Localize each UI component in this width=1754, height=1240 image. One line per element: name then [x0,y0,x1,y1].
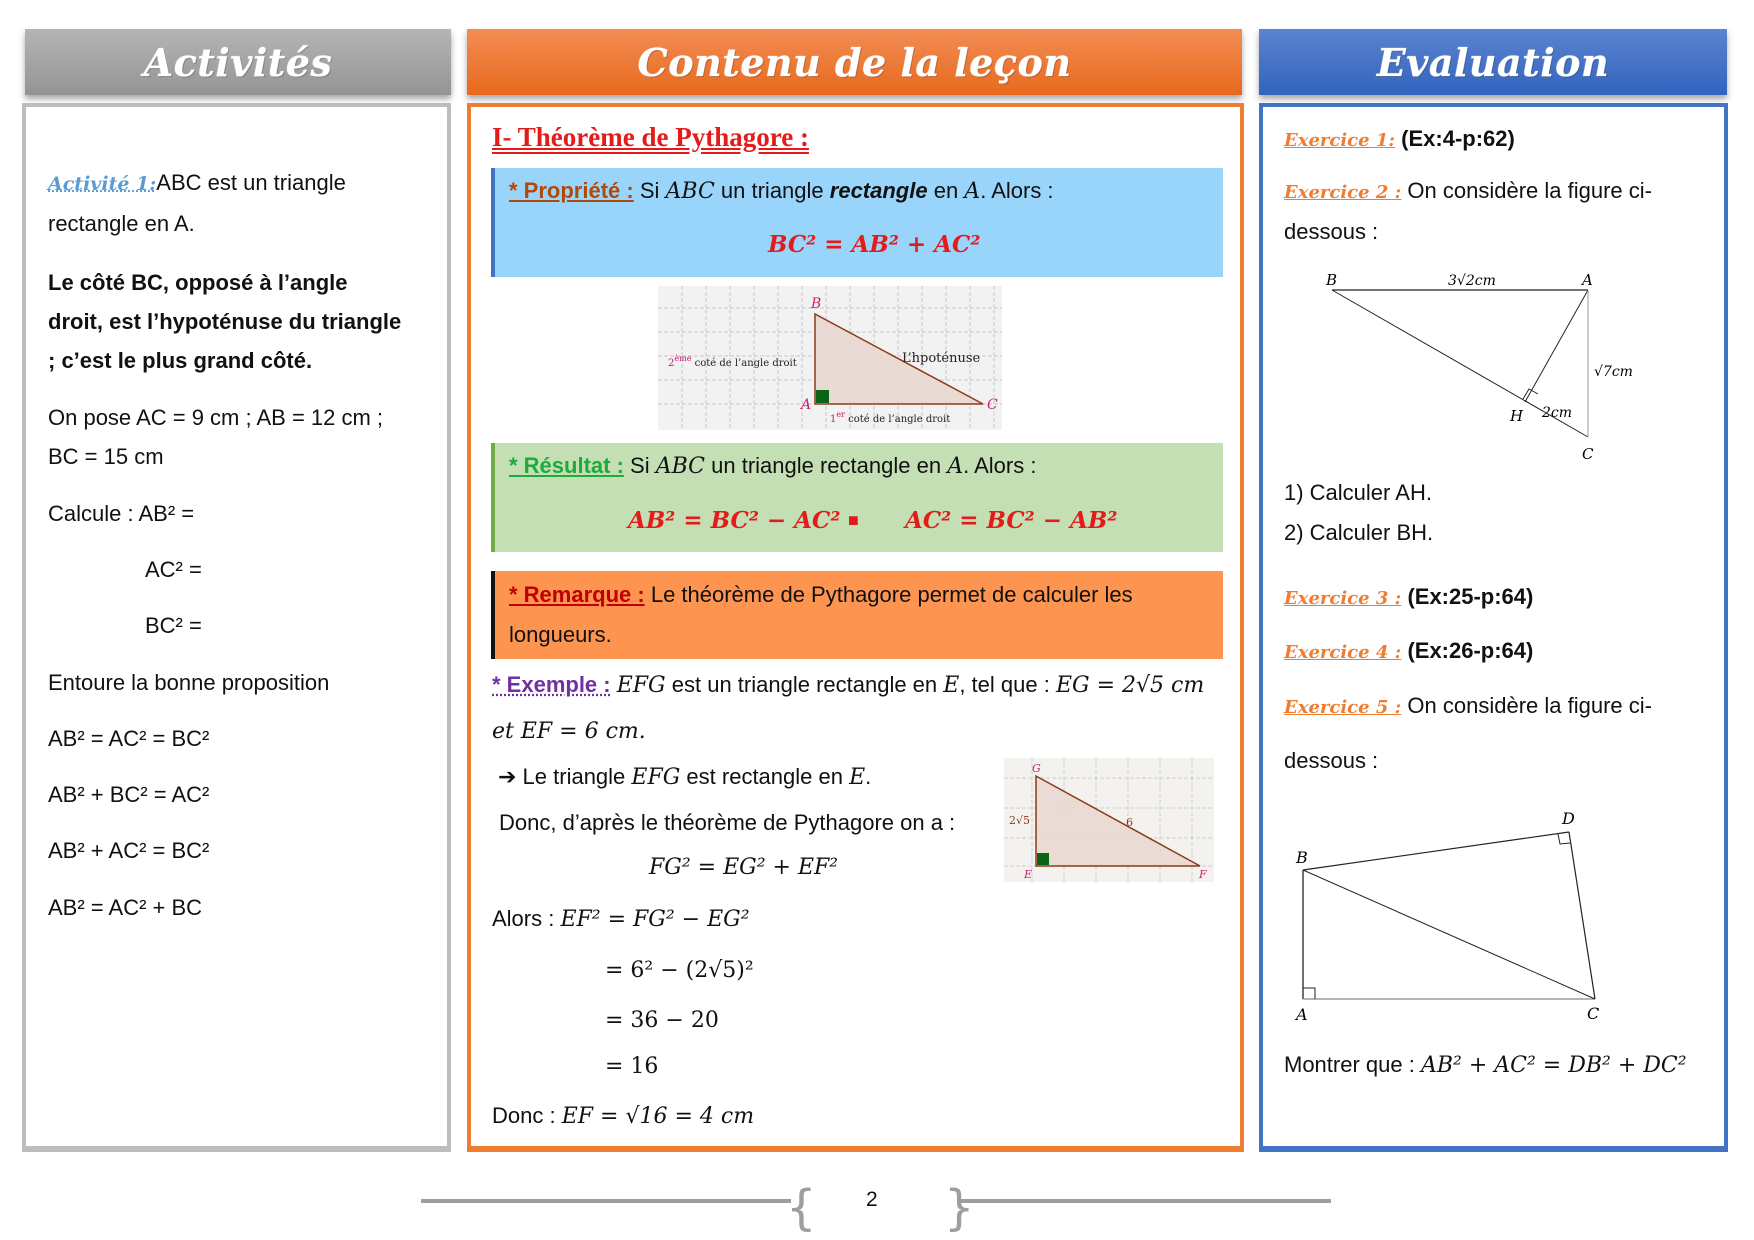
remarque-label: * Remarque : [509,582,645,607]
propriete-label: * Propriété : [509,178,634,203]
activite-calc-ab: Calcule : AB² = [48,501,195,526]
fig1-side2: coté de l’angle droit [691,358,797,369]
activite-1-intro-2: rectangle en A. [48,211,195,236]
fig2-label-e: E [1024,868,1033,881]
exemple-text: . [865,764,872,789]
ex2-label-a: A [1582,271,1593,289]
fig1-side1-sup: er [836,410,845,419]
exemple-donc-formula: EF = √16 = 4 cm [561,1104,755,1129]
activites-panel [22,103,451,1152]
ex5-label-a: A [1296,1005,1308,1024]
propriete-a: A [964,179,981,204]
exemple-donc-label: Donc : [492,1103,562,1128]
fig2-label-f: F [1199,868,1207,881]
exercice-2-label: Exercice 2 : [1284,182,1402,203]
resultat-a: A [947,454,964,479]
exemple-text: , tel que : [959,672,1056,697]
activite-entoure: Entoure la bonne proposition [48,670,330,695]
resultat-label: * Résultat : [509,453,624,478]
activites-header-title: Activités [143,39,333,85]
exercice-2-line [1284,178,1652,204]
exemple-step-2: = 36 − 20 [605,1008,719,1033]
fig2-side-eg: 2√5 [1009,814,1031,827]
montrer-line [1284,1052,1687,1078]
ex2-label-h: H [1510,407,1524,425]
exercice-5-line [1284,693,1652,719]
contenu-header [467,29,1242,95]
activite-option[interactable]: AB² + AC² = BC² [48,838,210,863]
ex5-label-d: D [1562,809,1575,828]
exemple-line-3 [498,764,871,790]
propriete-line [509,178,1054,204]
fig1-side2-num: 2 [668,358,675,369]
propriete-text: un triangle [714,178,830,203]
fig2-side-fg: 6 [1126,816,1133,829]
efg-figure [1004,758,1214,882]
exercice-3-line [1284,584,1533,610]
propriete-text: Si [633,178,666,203]
exercice-1-ref: (Ex:4-p:62) [1401,126,1515,151]
section-title: I- Théorème de Pythagore : [492,122,809,152]
contenu-header-title: Contenu de la leçon [637,39,1072,85]
activite-calc-bc: BC² = [145,613,202,638]
remarque-line-1 [509,582,1133,608]
fig1-hypotenuse: L’hpoténuse [902,351,981,366]
activite-definition-3: ; c’est le plus grand côté. [48,348,313,373]
question-1: 1) Calculer AH. [1284,480,1432,505]
activite-option[interactable]: AB² = AC² = BC² [48,726,210,751]
evaluation-header [1259,29,1727,95]
montrer-formula: AB² + AC² = DB² + DC² [1420,1053,1687,1078]
fig1-label-a: A [801,397,812,413]
exemple-text: Le triangle [516,764,632,789]
exemple-donc-final [492,1103,754,1129]
exercice-4-ref: (Ex:26-p:64) [1407,638,1534,663]
activite-definition-1: Le côté BC, opposé à l’angle [48,270,348,295]
resultat-line [509,453,1036,479]
remarque-text: Le théorème de Pythagore permet de calculer les [644,582,1133,607]
activites-header [25,29,451,95]
exemple-fg-formula: FG² = EG² + EF² [649,855,839,880]
arrow-right-icon: ➔ [498,764,517,789]
ex5-label-c: C [1587,1004,1600,1023]
evaluation-header-title: Evaluation [1376,39,1610,85]
exemple-line-2: et EF = 6 cm. [492,719,646,744]
exemple-alors-formula: EF² = FG² − EG² [560,907,750,932]
exercice-5-text: On considère la figure ci- [1401,693,1652,718]
resultat-separator: ■ [848,510,859,530]
resultat-text: un triangle rectangle en [705,453,948,478]
fig1-side1-num: 1 [830,414,837,425]
footer-left-bracket: { [786,1180,817,1236]
exercice-1-line [1284,126,1515,152]
propriete-rectangle: rectangle [829,178,928,203]
resultat-abc: ABC [655,454,706,479]
exercice-5-figure [1280,800,1620,1025]
exercice-2-text-2: dessous : [1284,219,1379,244]
resultat-text: Si [623,453,656,478]
exemple-e: E [849,765,866,790]
activite-1-intro: ABC est un triangle [156,170,346,195]
resultat-formula-1: AB² = BC² − AC² [628,507,841,534]
ex2-label-b: B [1326,271,1338,289]
activite-1-label: Activité 1: [48,173,157,195]
activite-option[interactable]: AB² = AC² + BC [48,895,203,920]
exemple-e: E [943,673,960,698]
exercice-3-label: Exercice 3 : [1284,588,1402,609]
activite-pose-2: BC = 15 cm [48,444,164,469]
fig2-label-g: G [1032,762,1041,775]
fig1-label-c: C [987,397,998,413]
exercice-3-ref: (Ex:25-p:64) [1407,584,1534,609]
exemple-efg: EFG [631,765,681,790]
fig1-label-b: B [811,296,822,312]
propriete-abc: ABC [665,179,715,204]
propriete-text: . Alors : [980,178,1054,203]
fig1-side2-sup: ème [674,354,692,363]
exercice-5-text-2: dessous : [1284,748,1379,773]
activite-option[interactable]: AB² + BC² = AC² [48,782,210,807]
question-2: 2) Calculer BH. [1284,520,1434,545]
exercice-4-label: Exercice 4 : [1284,642,1402,663]
exemple-label: * Exemple : [492,672,611,697]
exercice-2-text: On considère la figure ci- [1401,178,1652,203]
exemple-text: est rectangle en [680,764,850,789]
ex2-side-ba: 3√2cm [1448,273,1496,289]
ex2-side-hc: 2cm [1542,405,1573,421]
exemple-donc: Donc, d’après le théorème de Pythagore on a : [499,810,956,835]
propriete-text: en [927,178,965,203]
activite-calc-ac: AC² = [145,557,202,582]
ex5-label-b: B [1296,848,1308,867]
exemple-step-3: = 16 [605,1054,659,1079]
exercice-2-figure [1310,265,1680,465]
exemple-alors-label: Alors : [492,906,561,931]
exemple-step-1: = 6² − (2√5)² [605,958,754,983]
remarque-line-2: longueurs. [509,622,612,647]
activite-pose-1: On pose AC = 9 cm ; AB = 12 cm ; [48,405,384,430]
ex2-side-ac: √7cm [1594,364,1633,380]
footer-right-bracket: } [944,1180,975,1236]
footer-line-right [960,1199,1331,1203]
resultat-text: . Alors : [963,453,1037,478]
exercice-1-label: Exercice 1: [1284,130,1396,151]
fig1-side1: coté de l’angle droit [844,414,951,425]
pythagore-figure [658,286,1002,430]
exemple-efg: EFG [616,673,666,698]
exercice-4-line [1284,638,1533,664]
exemple-eg: EG = 2√5 cm [1055,673,1205,698]
activite-definition-2: droit, est l’hypoténuse du triangle [48,309,402,334]
montrer-label: Montrer que : [1284,1052,1421,1077]
exemple-alors [492,906,750,932]
propriete-formula: BC² = AB² + AC² [768,231,981,258]
resultat-formula-2: AC² = BC² − AB² [905,507,1118,534]
ex2-label-c: C [1582,445,1594,463]
page-number: 2 [866,1188,878,1211]
exemple-text: est un triangle rectangle en [665,672,944,697]
exercice-5-label: Exercice 5 : [1284,697,1402,718]
activite-1-line [48,170,346,196]
footer-line-left [421,1199,791,1203]
exemple-line-1 [492,672,1204,698]
